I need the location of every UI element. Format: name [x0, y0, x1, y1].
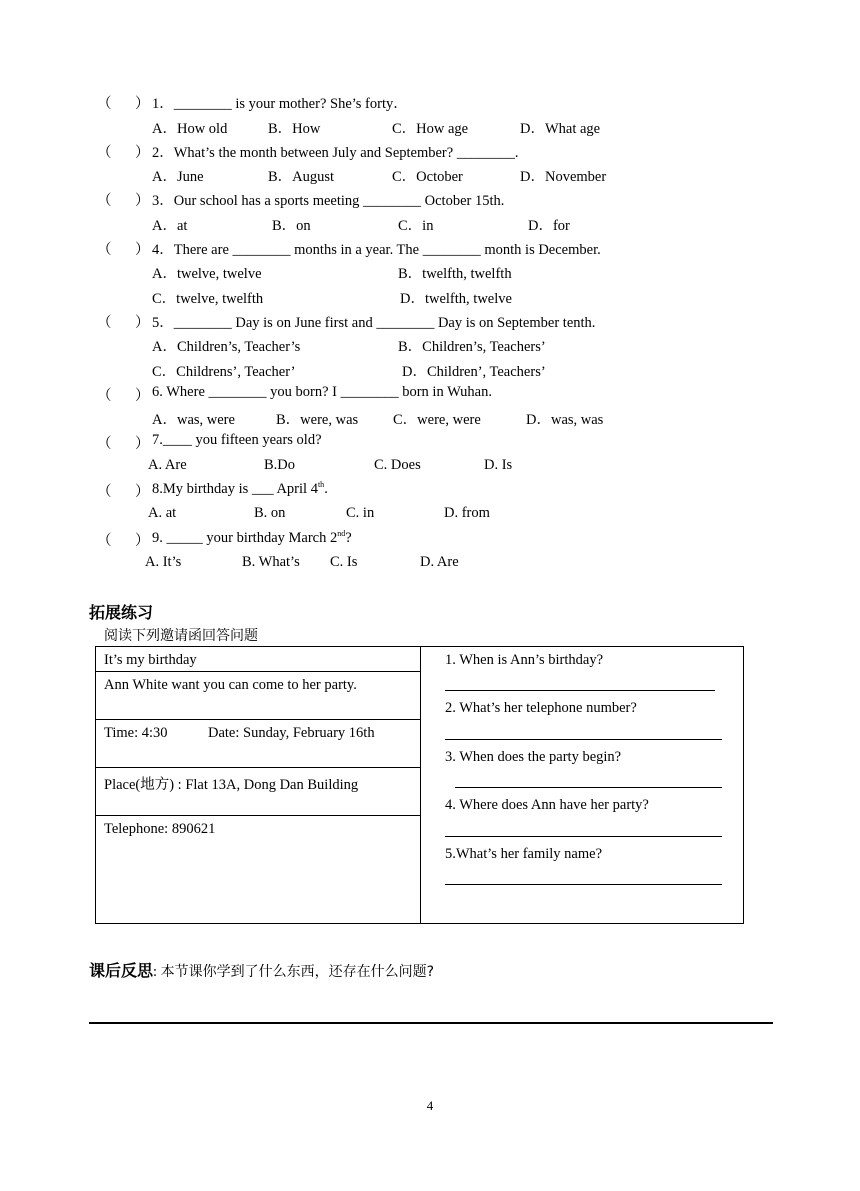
- extension-instruction: 阅读下列邀请函回答问题: [104, 628, 258, 644]
- question-3: [0, 189, 860, 213]
- answer-paren-left: （: [97, 533, 112, 549]
- table-divider: [420, 646, 421, 923]
- question-1: [0, 92, 860, 116]
- option-d[interactable]: D．Children’, Teachers’: [402, 364, 546, 380]
- answer-question-2: 2. What’s her telephone number?: [445, 700, 637, 716]
- question-body: What’s the month between July and September? ________.: [173, 145, 519, 161]
- question-body: ____ you fifteen years old?: [162, 432, 322, 448]
- option-d[interactable]: D．November: [520, 169, 607, 185]
- option-b[interactable]: B．August: [268, 169, 335, 185]
- option-c[interactable]: C．were, were: [393, 412, 481, 428]
- invitation-place: Place(地方) : Flat 13A, Dong Dan Building: [104, 777, 359, 793]
- question-body: _____ your birthday March 2: [166, 529, 338, 546]
- answer-paren-left: （: [97, 315, 112, 331]
- option-b[interactable]: B．How: [268, 121, 321, 137]
- question-number: 1．: [152, 96, 174, 112]
- option-c[interactable]: C．twelve, twelfth: [152, 291, 264, 307]
- option-c[interactable]: C．in: [398, 218, 434, 234]
- option-b[interactable]: B．twelfth, twelfth: [398, 266, 512, 282]
- invitation-date: Date: Sunday, February 16th: [208, 725, 375, 741]
- reflection-answer-line[interactable]: [89, 1022, 773, 1024]
- option-c[interactable]: C．October: [392, 169, 463, 185]
- option-d[interactable]: D．twelfth, twelve: [400, 291, 512, 307]
- invitation-telephone: Telephone: 890621: [104, 821, 216, 837]
- question-body-end: .: [324, 480, 328, 497]
- answer-paren-right: ）: [135, 145, 150, 161]
- answer-slot[interactable]: [112, 92, 134, 110]
- option-d[interactable]: D．What age: [520, 121, 601, 137]
- question-number: 5．: [152, 315, 174, 331]
- invitation-time: Time: 4:30: [104, 725, 168, 741]
- question-8: [0, 480, 860, 504]
- option-a[interactable]: A. at: [148, 505, 177, 521]
- option-c[interactable]: C. in: [346, 505, 375, 521]
- question-number: 9.: [152, 529, 167, 546]
- option-b[interactable]: B. on: [254, 505, 286, 521]
- answer-slot[interactable]: [112, 384, 134, 402]
- question-5: [0, 311, 860, 335]
- reflection-label: 课后反思: [89, 961, 154, 980]
- question-text: [152, 189, 504, 210]
- answer-paren-left: （: [97, 242, 112, 258]
- question-text: [152, 311, 595, 332]
- option-d[interactable]: D. Are: [420, 554, 459, 570]
- option-a[interactable]: A．June: [152, 169, 204, 185]
- answer-slot[interactable]: [112, 189, 134, 207]
- question-4: [0, 238, 860, 262]
- option-d[interactable]: D. from: [444, 505, 490, 521]
- option-a[interactable]: A．at: [152, 218, 188, 234]
- reflection: [89, 958, 434, 981]
- row-line: [95, 671, 421, 672]
- answer-paren-left: （: [97, 388, 112, 404]
- answer-blank-5[interactable]: [445, 884, 722, 885]
- page-number: 4: [426, 1098, 434, 1113]
- invitation-title: It’s my birthday: [104, 652, 197, 668]
- question-number: 4．: [152, 242, 174, 258]
- question-body: My birthday is ___ April 4: [162, 480, 318, 497]
- ordinal-suffix: nd: [337, 529, 346, 538]
- question-text: [152, 384, 492, 401]
- option-b[interactable]: B. What’s: [242, 554, 300, 570]
- question-number: 6.: [152, 384, 167, 400]
- answer-paren-right: ）: [135, 315, 150, 331]
- question-body: Where ________ you born? I ________ born in Wuhan.: [166, 384, 492, 400]
- answer-slot[interactable]: [112, 141, 134, 159]
- answer-slot[interactable]: [112, 432, 134, 450]
- option-d[interactable]: D．for: [528, 218, 570, 234]
- question-text: [152, 480, 328, 498]
- question-text: [152, 432, 322, 449]
- answer-blank-2[interactable]: [445, 739, 722, 740]
- question-number: 7.: [152, 432, 163, 448]
- option-c[interactable]: C. Is: [330, 554, 358, 570]
- question-body: Our school has a sports meeting ________ October 15th.: [173, 193, 505, 209]
- invitation-line: Ann White want you can come to her party.: [104, 677, 357, 693]
- ordinal-suffix: th: [317, 480, 325, 489]
- answer-paren-left: （: [97, 193, 112, 209]
- answer-question-3: 3. When does the party begin?: [445, 749, 622, 765]
- option-a[interactable]: A. Are: [148, 457, 187, 473]
- answer-question-1: 1. When is Ann’s birthday?: [445, 652, 604, 668]
- row-line: [95, 767, 421, 768]
- question-body: There are ________ months in a year. The ________ month is December.: [173, 242, 601, 258]
- answer-paren-right: ）: [135, 533, 150, 549]
- question-text: [152, 141, 518, 162]
- option-a[interactable]: A. It’s: [145, 554, 182, 570]
- row-line: [95, 719, 421, 720]
- option-a[interactable]: A．twelve, twelve: [152, 266, 262, 282]
- answer-slot[interactable]: [112, 311, 134, 329]
- question-body-end: ?: [345, 529, 352, 546]
- answer-paren-right: ）: [135, 436, 150, 452]
- answer-paren-right: ）: [135, 96, 150, 112]
- question-7: [0, 432, 860, 456]
- question-number: 2．: [152, 145, 174, 161]
- answer-paren-right: ）: [135, 242, 150, 258]
- answer-question-5: 5.What’s her family name?: [445, 846, 603, 862]
- option-a[interactable]: A．How old: [152, 121, 228, 137]
- answer-question-4: 4. Where does Ann have her party?: [445, 797, 649, 813]
- row-line: [95, 815, 421, 816]
- option-b[interactable]: B．Children’s, Teachers’: [398, 339, 546, 355]
- option-b[interactable]: B．on: [272, 218, 311, 234]
- option-b[interactable]: B．were, was: [276, 412, 359, 428]
- answer-blank-1[interactable]: [445, 690, 715, 691]
- answer-blank-3[interactable]: [455, 787, 722, 788]
- answer-paren-right: ）: [135, 484, 150, 500]
- question-body: ________ Day is on June first and ________ Day is on September tenth.: [173, 315, 596, 331]
- option-a[interactable]: A．was, were: [152, 412, 235, 428]
- answer-slot[interactable]: [112, 480, 134, 498]
- answer-paren-left: （: [97, 436, 112, 452]
- reflection-text: 本节课你学到了什么东西，还存在什么问题?: [160, 964, 435, 980]
- question-body: ________ is your mother? She’s forty．: [173, 96, 408, 112]
- question-number: 3．: [152, 193, 174, 209]
- answer-slot[interactable]: [112, 529, 134, 547]
- answer-paren-left: （: [97, 484, 112, 500]
- reflection-colon: :: [153, 964, 161, 980]
- option-b[interactable]: B.Do: [264, 457, 296, 473]
- option-c[interactable]: C．Childrens’, Teacher’: [152, 364, 296, 380]
- answer-paren-left: （: [97, 145, 112, 161]
- extension-heading: 拓展练习: [89, 603, 154, 622]
- question-9: [0, 529, 860, 553]
- option-a[interactable]: A．Children’s, Teacher’s: [152, 339, 301, 355]
- question-text: [152, 529, 352, 547]
- option-d[interactable]: D．was, was: [526, 412, 604, 428]
- question-6: [0, 384, 860, 408]
- answer-blank-4[interactable]: [445, 836, 722, 837]
- answer-paren-right: ）: [135, 193, 150, 209]
- option-c[interactable]: C．How age: [392, 121, 469, 137]
- question-number: 8.: [152, 480, 163, 497]
- option-c[interactable]: C. Does: [374, 457, 421, 473]
- option-d[interactable]: D. Is: [484, 457, 513, 473]
- question-text: [152, 238, 601, 259]
- answer-slot[interactable]: [112, 238, 134, 256]
- answer-paren-left: （: [97, 96, 112, 112]
- answer-paren-right: ）: [135, 388, 150, 404]
- question-text: [152, 92, 408, 113]
- question-2: [0, 141, 860, 165]
